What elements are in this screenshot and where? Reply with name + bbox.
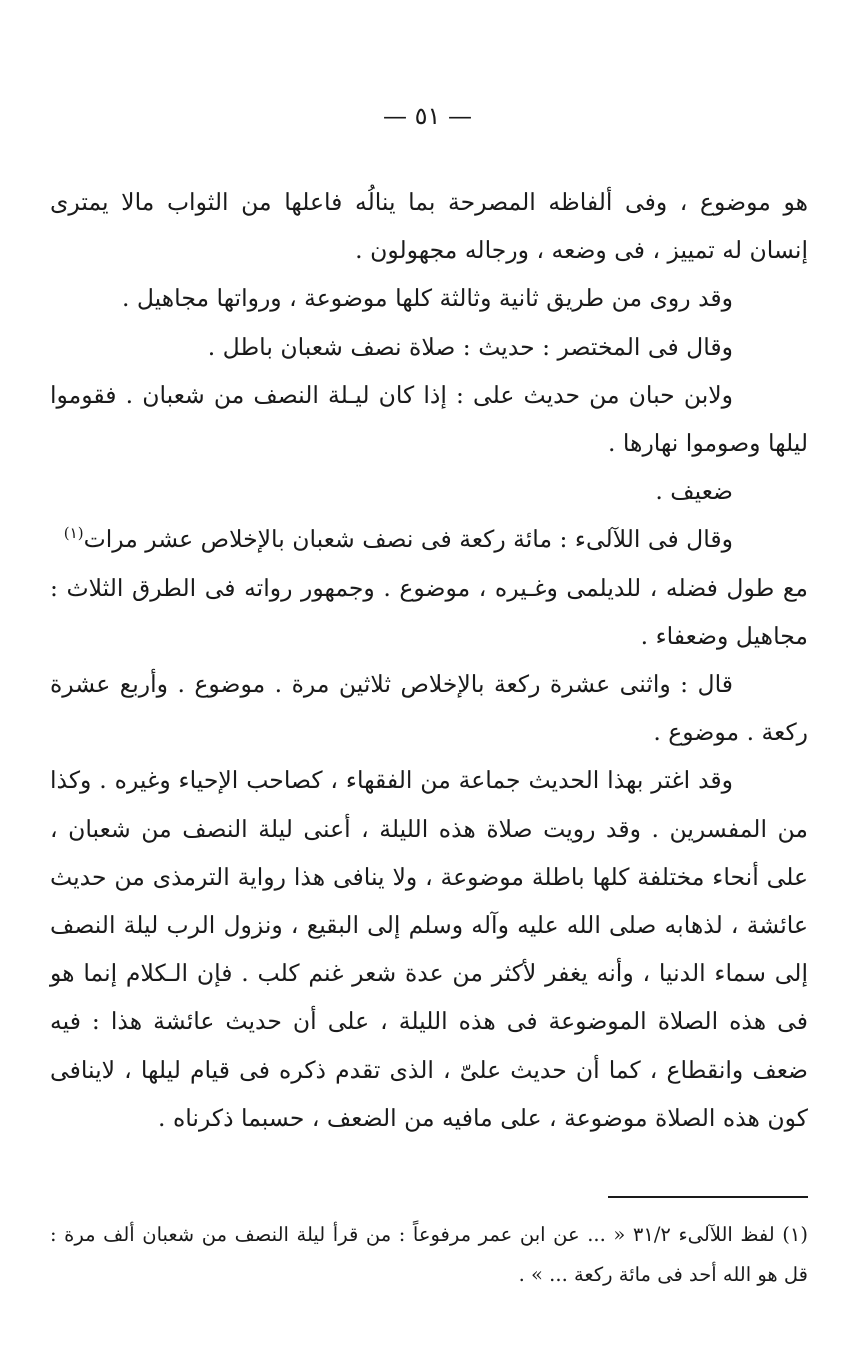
paragraph: قال : واثنى عشرة ركعة بالإخلاص ثلاثين مرة . موضوع . وأربع عشرة ركعة . موضوع . bbox=[50, 670, 808, 747]
main-text bbox=[50, 178, 808, 1142]
paragraph: مع طول فضله ، للديلمى وغـيره ، موضوع . وجمهور رواته فى الطرق الثلاث : مجاهيل وضعفاء . bbox=[50, 573, 808, 650]
paragraph: وقد روى من طريق ثانية وثالثة كلها موضوعة ، ورواتها مجاهيل . bbox=[121, 284, 733, 313]
footnote-divider bbox=[608, 1196, 808, 1198]
paragraph bbox=[50, 515, 808, 563]
footnote: (١) لفظ اللآلىء ٣١/٢ « ... عن ابن عمر مرفوعاً : من قرأ ليلة النصف من شعبان ألف مرة : قل هو الله أحد فى مائة ركعة ... » . bbox=[50, 1223, 808, 1286]
paragraph: هو موضوع ، وفى ألفاظه المصرحة بما ينالُه فاعلها من الثواب مالا يمترى إنسان له تمييز ، فى وضعه ، ورجاله مجهولون . bbox=[50, 188, 808, 265]
paragraph-text: وقال فى اللآلىء : مائة ركعة فى نصف شعبان بالإخلاص عشر مرات bbox=[83, 525, 733, 554]
paragraph: وقال فى المختصر : حديث : صلاة نصف شعبان باطل . bbox=[207, 332, 733, 361]
paragraph: ولابن حبان من حديث على : إذا كان ليـلة النصف من شعبان . فقوموا ليلها وصوموا نهارها . bbox=[50, 380, 808, 458]
page-number: — ٥١ — bbox=[382, 102, 473, 130]
paragraph: وقد اغتر بهذا الحديث جماعة من الفقهاء ، كصاحب الإحياء وغيره . وكذا من المفسرين . وقد رويت صلاة هذه الليلة ، أعنى ليلة النصف من شعبان ، على أنحاء مختلفة كلها باطلة موضوعة ، ولا ينافى هذا رواية الترمذى من حديث عائشة ، لذهابه صلى الله عليه وآله وسلم إلى البقيع ، ونزول الرب ليلة النصف إلى سماء الدنيا ، وأنه يغفر لأكثر من عدة شعر غنم كلب . فإن الـكلام إنما هو فى هذه الصلاة الموضوعة فى هذه الليلة ، على أن حديث عائشة هذا : فيه ضعف وانقطاع ، كما أن حديث علىّ ، الذى تقدم ذكره فى قيام ليلها ، لاينافى كون هذه الصلاة موضوعة ، على مافيه من الضعف ، حسبما ذكرناه . bbox=[50, 766, 808, 1132]
paragraph: ضعيف . bbox=[655, 477, 733, 506]
footnote-marker: (١) bbox=[63, 524, 84, 543]
